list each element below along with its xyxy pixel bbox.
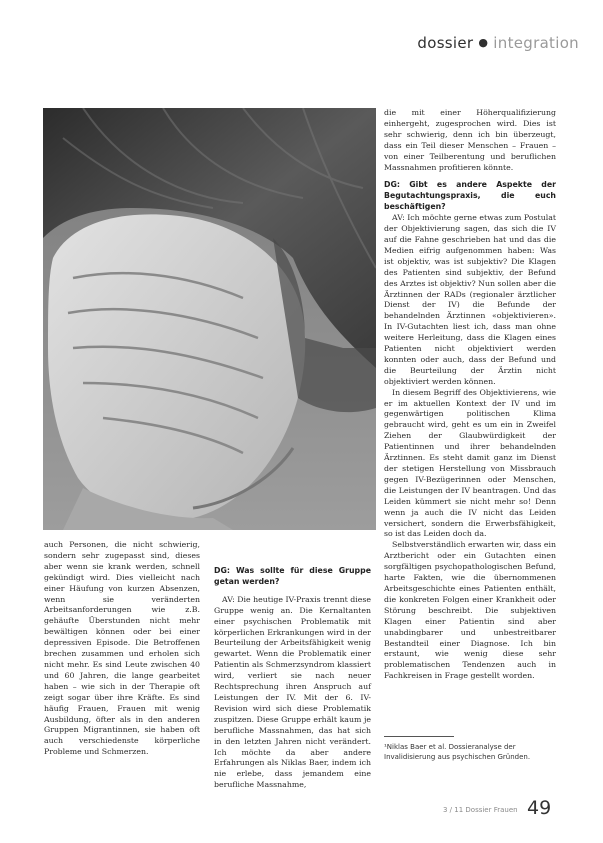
text-column-3 [384,108,556,682]
paragraph: die mit einer Höherqualifizierung einhergeht, zugesprochen wird. Dies ist sehr schwierig, denn ich bin überzeugt, dass ein Teil dieser Menschen – Frauen – von einer Teilberentung und beruflichen Massnahmen profitieren könnte. [384,108,556,172]
photo-person-covering-face [43,108,376,530]
text-column-2 [214,566,371,791]
section-label: dossier [417,34,474,52]
interview-answer: AV: Ich möchte gerne etwas zum Postulat der Objektivierung sagen, das sich die IV auf die Fahne geschrieben hat und das die Medien eifrig aufgenommen haben: Was ist objektiv, was ist subjektiv? Die Klagen des Patienten sind subjektiv, der Befund des Arztes ist objektiv? Nun sollen aber die Ärztinnen der RADs (regionaler ärztlicher Dienst der IV) die Befunde der behandelnden Ärztinnen «objektivieren». In IV-Gutachten liest ich, dass man ohne weitere Herleitung, dass die Klagen eines Patienten nicht objektiviert werden konnten oder auch, dass der Befund und die Beurteilung der Ärztin nicht objektiviert werden können. [384,213,556,386]
section-header [417,34,579,52]
interview-question: DG: Gibt es andere Aspekte der Begutachtungspraxis, die euch beschäftigen? [384,180,556,212]
paragraph: auch Personen, die nicht schwierig, sondern sehr zugepasst sind, dieses aber wenn sie krank werden, schnell gekündigt wird. Dies vielleicht nach einer Häufung von kurzen Absenzen, wenn sie veränderten Arbeitsanforderungen wie z.B. gehäufte Überstunden nicht mehr bewältigen können oder bei einer depressiven Episode. Die Betroffenen brechen zusammen und erholen sich nicht mehr. Es sind Leute zwischen 40 und 60 Jahren, die lange gearbeitet haben – wie sich in der Therapie oft zeigt sogar über ihre Kräfte. Es sind häufig Frauen, Frauen mit wenig Ausbildung, öfter als in den anderen Gruppen Migrantinnen, sie haben oft auch verschiedenste körperliche Probleme und Schmerzen. [44,540,200,757]
paragraph: In diesem Begriff des Objektivierens, wie er im aktuellen Kontext der IV und im gegenwärtigen politischen Klima gebraucht wird, geht es um ein in Zweifel Ziehen der Glaubwürdigkeit der Patientinnen und ihrer behandelnden Ärztinnen. Es steht damit ganz im Dienst der stetigen Herstellung von Missbrauch gegen IV-Bezügerinnen oder Menschen, die Leistungen der IV beantragen. Und das Leiden kümmert sie nicht mehr so! Denn wenn ja auch die IV nicht das Leiden versichert, sondern die Erwerbsfähigkeit, so ist das Leiden doch da. [384,387,556,539]
footer-publication: 3 / 11 Dossier Frauen [443,806,518,814]
interview-question: DG: Was sollte für diese Gruppe getan werden? [214,566,371,586]
interview-answer: AV: Die heutige IV-Praxis trennt diese Gruppe wenig an. Die Kernaltanten einer psychischen Problematik mit körperlichen Erkrankungen wird in der Beurteilung der Arbeitsfähigkeit wenig gewartet. Wenn die Problematik einer Patientin als Schmerzsyndrom klassiert wird, verliert sie nach neuer Rechtsprechung ihren Anspruch auf Leistungen der IV. Mit der 6. IV-Revision wird sich diese Problematik zuspitzen. Diese Gruppe erhält kaum je berufliche Massnahmen, das hat sich in den letzten Jahren nicht verändert. Ich möchte da aber andere Erfahrungen als Niklas Baer, indem ich nie erlebe, dass jemandem eine berufliche Massnahme, [214,594,371,790]
footnote-rule [384,736,454,737]
footnote [384,736,558,762]
paragraph: Selbstverständlich erwarten wir, dass ein Arztbericht oder ein Gutachten einen sorgfältigen psychopathologischen Befund, harte Fakten, wie die übernommenen Arbeitsgeschichte eines Patienten enthält, die konkreten Folgen einer Krankheit oder Störung beschreibt. Die subjektiven Klagen einer Patientin sind aber unabdingbarer und unbestreitbarer Bestandteil einer Diagnose. Ich bin erstaunt, wie wenig diese sehr problematischen Tendenzen auch in Fachkreisen in Frage gestellt worden. [384,540,556,681]
footnote-text: ¹Niklas Baer et al. Dossieranalyse der Invalidisierung aus psychischen Gründen. [384,743,531,761]
page-number: 49 [527,797,552,819]
topic-label: integration [493,34,579,52]
bullet-separator: ● [478,36,489,49]
text-column-1 [44,540,200,758]
photo-illustration [43,108,376,530]
